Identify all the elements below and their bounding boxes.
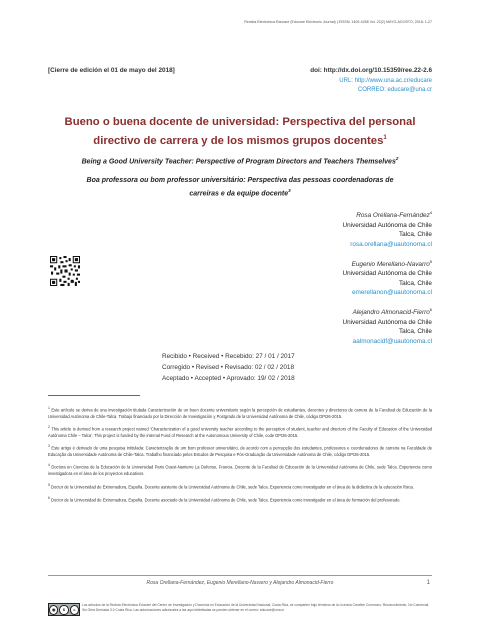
- title-spanish: [48, 114, 432, 149]
- edition-close-date: [Cierre de edición el 01 de mayo del 2018]: [48, 67, 175, 74]
- footnote: [48, 443, 432, 458]
- journal-name: Revista Electrónica Educare (Educare Electronic Journal): [244, 20, 336, 24]
- author-institution: Universidad Autónoma de Chile: [342, 270, 432, 278]
- cc-by-icon: ◉: [49, 605, 58, 615]
- footnote-number: 1: [48, 406, 50, 410]
- footnote-text: Doctor de la Universidad de Extremadura, España. Docente asociado de la Universidad Autónoma de Chile, sede Talca. Experiencia como investigador en el área de formación del profesorado.: [51, 496, 401, 502]
- title-portuguese-line2: carreiras e da equipe docente: [189, 190, 289, 198]
- submission-dates: [162, 351, 295, 384]
- footnote-ref[interactable]: 4: [429, 210, 432, 215]
- footnote-ref[interactable]: 3: [288, 188, 291, 193]
- footnote-ref[interactable]: 6: [429, 307, 432, 312]
- author-city: Talca, Chile: [398, 279, 432, 287]
- footnote-ref[interactable]: 2: [395, 156, 399, 161]
- title-spanish-line1: Bueno o buena docente de universidad: Perspectiva del personal: [64, 116, 416, 128]
- author-list: [232, 208, 432, 354]
- cc-nc-icon: $: [59, 605, 68, 615]
- footnote-text: This article is derived from a research project named 'Characterization of a good university teacher according to the perception of student, teacher and directors of the Faculty of Education of the Universidad Autónoma Chile – Talca'. This project is funded by the internal Fund of Research at the Autonomous University of Chile, code DPI26-2015.: [48, 426, 432, 438]
- footnote-number: 5: [48, 482, 50, 487]
- footnote-text: Este artigo é derivado de uma pesquisa intitulada: Caracterização de um bom professor universitário, de acordo com a percepção dos estudantes, professores e coordenadores de carreira na Faculdade de Educação da Universidade Autónoma de Chile-Talca. Trabalho financiado pelos Estudos de Pesquisa e Pós-Graduação da Universidade Autónoma de Chile, código DPI26-2015.: [48, 445, 432, 457]
- footnote-number: 6: [48, 495, 50, 500]
- footnote-ref[interactable]: 5: [429, 258, 432, 264]
- footnote-ref[interactable]: 1: [383, 135, 387, 141]
- author-name: Alejandro Almonacid-Fierro: [352, 309, 430, 317]
- footnote: [48, 462, 432, 477]
- doi-link[interactable]: doi: http://dx.doi.org/10.15359/ree.22-2.6: [310, 67, 432, 74]
- footnote: [48, 424, 432, 439]
- author-block: [232, 305, 432, 347]
- footnote-text: Doctor de la Universidad de Extremadura, España. Docente asistente de la Universidad Autónoma de Chile, sede Talca. Experiencia como investigador en el área de la didáctica de la educación física.: [51, 483, 414, 489]
- title-portuguese: [48, 176, 432, 199]
- journal-header: Revista Electrónica Educare (Educare Electronic Journal) | EISSN: 1409-4258 Vol. 22(2) MAYO-AGOSTO, 2018: 1-27: [244, 20, 432, 24]
- author-email-link[interactable]: aalmonacidf@uautonoma.cl: [352, 337, 432, 345]
- author-city: Talca, Chile: [398, 328, 432, 336]
- title-english: [48, 156, 432, 165]
- footer-divider: [48, 575, 432, 576]
- author-name: Rosa Orellana-Fernández: [356, 212, 430, 220]
- footnote-number: 2: [48, 425, 50, 430]
- author-institution: Universidad Autónoma de Chile: [342, 318, 432, 326]
- footnote-text: Este artículo se deriva de una investigación titulada Caracterización de un buen docente universitario según la percepción de estudiantes, docentes y directores de carrera de la Facultad de Educación de la Universidad Autónoma de Chile-Talca. Trabajo financiado por la Dirección de Investigación y Postgrado de la Universidad Autónoma de Chile, código DPI26-2015.: [48, 407, 432, 419]
- cc-license-icon[interactable]: [48, 603, 80, 616]
- footnote-text: Doctora en Ciencias de la Educación de la Universidad Paris Ouest-Nanterre La Defense, Francia. Docente de la Facultad de Educación de la Universidad Autónoma de Chile, sede Talca. Experiencia como investigadora en el área de los proyectos educativos.: [48, 464, 432, 477]
- license-text: Los artículos de la Revista Electrónica Educare del Centro de Investigación y Docencia en Educación de la Universidad Nacional, Costa Rica, se comparten bajo términos de la Licencia Creative Commons: Reconocimiento, No Comercial, Sin Obra Derivada 3.0 Costa Rica. Las autorizaciones adicionales a las aquí delimitadas se pueden obtener en el correo: educare@una.cr: [82, 603, 430, 612]
- date-received: Recibido • Received • Recebido: 27 / 01 / 2017: [162, 353, 295, 360]
- journal-url-link[interactable]: URL: http://www.una.ac.cr/educare: [339, 78, 432, 84]
- footnote-divider: [48, 395, 140, 396]
- author-email-link[interactable]: emerellanon@uautonoma.cl: [351, 289, 432, 297]
- page-number: 1: [426, 580, 430, 586]
- cc-nd-icon: =: [70, 605, 79, 615]
- author-block: [232, 257, 432, 299]
- author-email-link[interactable]: rosa.orellana@uautonoma.cl: [350, 240, 432, 248]
- footnotes: [48, 405, 432, 508]
- footnote-number: 4: [48, 463, 50, 468]
- footnote: [48, 405, 432, 420]
- journal-email-link[interactable]: CORREO: educare@una.cr: [357, 87, 432, 93]
- title-portuguese-line1: Boa professora ou bom professor universitário: Perspectiva das pessoas coordenadoras de: [86, 177, 394, 184]
- date-accepted: Aceptado • Accepted • Aprovado: 19/ 02 / 2018: [162, 375, 295, 382]
- footnote-number: 3: [48, 444, 50, 449]
- title-english-text: Being a Good University Teacher: Perspective of Program Directors and Teachers Themselves: [81, 158, 396, 166]
- author-city: Talca, Chile: [398, 231, 432, 239]
- author-block: [232, 208, 432, 250]
- author-name: Eugenio Merellano-Navarro: [351, 260, 430, 268]
- title-spanish-line2: directivo de carrera y de los mismos grupos docentes: [93, 134, 384, 147]
- footnote: [48, 495, 432, 504]
- footnote: [48, 482, 432, 491]
- qr-code-icon[interactable]: [50, 256, 80, 286]
- journal-issn: EISSN: 1409-4258 Vol. 22(2) MAYO-AGOSTO, 2018: 1-27: [338, 20, 432, 24]
- date-revised: Corregido • Revised • Revisado: 02 / 02 / 2018: [162, 364, 295, 371]
- author-institution: Universidad Autónoma de Chile: [342, 221, 432, 229]
- footer-authors: Rosa Orellana-Fernández, Eugenio Merellano-Navarro y Alejandro Almonacid-Fierro: [146, 580, 334, 586]
